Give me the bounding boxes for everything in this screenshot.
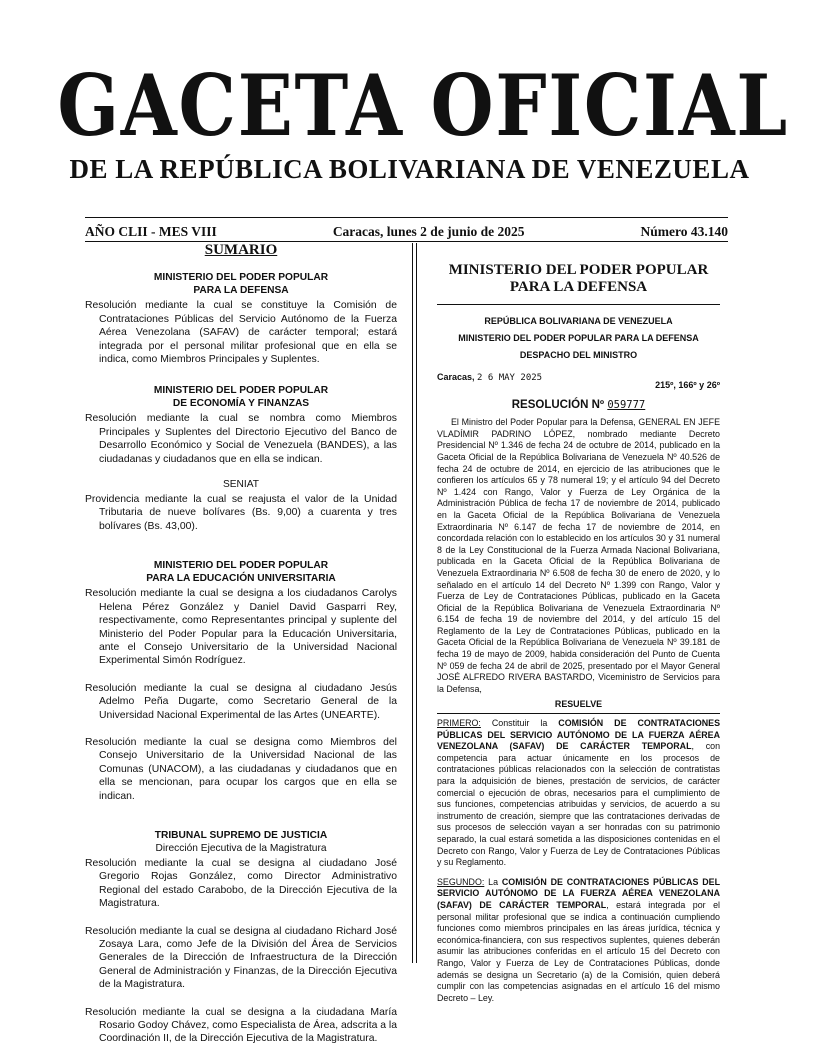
segundo-label: SEGUNDO:: [437, 876, 485, 887]
date-stamp: 2 6 MAY 2025: [477, 373, 543, 383]
summary-heading: SUMARIO: [204, 242, 278, 258]
resolution-number: 059777: [607, 398, 646, 411]
summary-entry: Resolución mediante la cual se designa al ciudadano Jesús Adelmo Peña Dugarte, como Secretario General de la Universidad Nacional Experimental de las Artes (UNEARTE).: [85, 682, 397, 721]
dateline: [437, 372, 720, 392]
header-divider: [85, 241, 728, 242]
section-subtitle: SENIAT: [222, 479, 260, 491]
article-segundo: [437, 877, 720, 1005]
segundo-bold: COMISIÓN DE CONTRATACIONES PÚBLICAS DEL SERVICIO AUTÓNOMO DE LA FUERZA AÉREA VENEZOLANA (SAFAV) DE CARÁCTER TEMPORAL: [437, 876, 720, 910]
primero-text: , con competencia para actuar únicamente en los procesos de contrataciones públicas relacionados con la selección de contratistas para la adquisición de bienes, prestación de servicios, de carácter comercial o ejecución de obras, necesarios para el cumplimiento de sus funciones, competencias atribuidas y servicios, de acuerdo a su instrumento de creación, siempre que las contrataciones derivadas de sus procesos de selección vayan a ser honradas con su patrimonio separado, la cual estará sometida a las disposiciones contenidas en el Decreto con Rango, Valor y Fuerza de Ley de Contrataciones Públicas y su Reglamento.: [437, 741, 721, 868]
summary-column: [85, 244, 397, 1046]
resolution-label: RESOLUCIÓN Nº: [511, 398, 605, 411]
section-title: MINISTERIO DEL PODER POPULAR: [153, 385, 329, 397]
office-line: DESPACHO DEL MINISTRO: [519, 350, 638, 360]
date-group: [437, 372, 542, 392]
section-title: TRIBUNAL SUPREMO DE JUSTICIA: [154, 829, 328, 841]
primero-bold: COMISIÓN DE CONTRATACIONES PÚBLICAS DEL SERVICIO AUTÓNOMO DE LA FUERZA AÉREA VENEZOLANA (SAFAV) DE CARÁCTER TEMPORAL: [437, 718, 720, 752]
primero-pre: Constituir la: [480, 718, 559, 729]
ministry-heading: MINISTERIO DEL PODER POPULAR: [448, 262, 709, 278]
section-title: DE ECONOMÍA Y FINANZAS: [172, 398, 310, 410]
ministry-line: MINISTERIO DEL PODER POPULAR PARA LA DEFENSA: [458, 333, 699, 343]
place-date: Caracas, lunes 2 de junio de 2025: [332, 224, 525, 239]
section-title: MINISTERIO DEL PODER POPULAR: [153, 272, 329, 284]
summary-entry: Resolución mediante la cual se nombra como Miembros Principales y Suplentes del Directorio Ejecutivo del Banco de Desarrollo Económico y Social de Venezuela (BANDES), a las ciudadanas y ciudadanos que en ella se indican.: [85, 413, 397, 465]
section-title: PARA LA DEFENSA: [193, 285, 289, 297]
segundo-pre: La: [484, 876, 502, 887]
section-title: PARA LA EDUCACIÓN UNIVERSITARIA: [146, 573, 336, 585]
resuelve-rule: [437, 713, 720, 714]
summary-entry: Resolución mediante la cual se designa al ciudadano José Gregorio Rojas González, como Director Administrativo Regional del estado Carabobo, de la Dirección Ejecutiva de la Magistratura.: [85, 857, 397, 910]
preamble: El Ministro del Poder Popular para la Defensa, GENERAL EN JEFE VLADÍMIR PADRINO LÓPEZ, nombrado mediante Decreto Presidencial Nº 1.346 de fecha 24 de octubre de 2014, publicado en la Gaceta Oficial de la República Bolivariana de Venezuela Nº 40.526 de fecha 24 de octubre de 2014, en ejercicio de las atribuciones que le confieren los artículos 65 y 78 numeral 19; y el artículo 94 del Decreto Nº 1.424 con Rango, Valor y Fuerza de Ley Orgánica de la Administración Pública de fecha 17 de noviembre de 2014, publicado en la Gaceta Oficial de la República Bolivariana de Venezuela Extraordinaria Nº 6.147 de fecha 17 de noviembre de 2014, en concordada relación con lo establecido en los artículos 30 y 31 numeral 8 de la Ley Constitucional de la Fuerza Armada Nacional Bolivariana, publicada en la Gaceta Oficial de la República Bolivariana de Venezuela Extraordinaria Nº 6.508 de fecha 30 de enero de 2020, y lo señalado en el artículo 14 del Decreto Nº 1.399 con Rango, Valor y Fuerza de Ley de Contrataciones Públicas, publicado en la Gaceta Oficial de la República Bolivariana de Venezuela Extraordinaria Nº 6.154 de fecha 19 de noviembre del 2014, y del artículo 15 del Reglamento de la Ley de Contrataciones Públicas, publicado en la Gaceta Oficial de la República Bolivariana de Venezuela Nº 39.181 de fecha 19 de mayo de 2009, habida consideración del Punto de Cuenta Nº 059 de fecha 24 de abril de 2025, presentado por el Mayor General JOSÉ ALFREDO RIVERA BASTARDO, Viceministro de Servicios para la Defensa,: [437, 417, 720, 694]
column-divider-inner: [416, 243, 417, 963]
summary-entry: Resolución mediante la cual se designa a los ciudadanos Carolys Helena Pérez González y Daniel David Gasparri Rey, respectivamente, como Representantes principal y suplente del Ministerio del Poder Popular para la Educación Universitaria, ante el Consejo Universitario de la Universidad Nacional Experimental Simón Rodríguez.: [85, 588, 397, 667]
summary-entry: Providencia mediante la cual se reajusta el valor de la Unidad Tributaria de nueve bolívares (Bs. 9,00) a cuarenta y tres bolívares (Bs. 43,00).: [85, 494, 397, 532]
segundo-text: , estará integrada por el personal militar profesional que se indica a continuación cumpliendo funciones como miembros principales en las áreas jurídica, técnica y económica-financiera, con sus respectivos suplentes, quienes deberán asumir las atribuciones conferidas en el artículo 15 del Decreto con Rango, Valor y Fuerza de Ley de Contrataciones Públicas, donde además se designa un Secretario (a) de la Comisión, quien deberá cumplir con las competencias asignadas en el artículo 16 del mismo Decreto – Ley.: [437, 899, 720, 1003]
resuelve-heading: RESUELVE: [554, 699, 603, 710]
summary-entry: Resolución mediante la cual se designa a la ciudadana María Rosario Godoy Chávez, como Especialista de Área, adscrita a la Coordinación II, de la Dirección Ejecutiva de la Magistratura.: [85, 1006, 398, 1045]
resolution-heading: [437, 400, 720, 412]
gazette-subtitle: DE LA REPÚBLICA BOLIVARIANA DE VENEZUELA: [69, 154, 750, 184]
article-primero: [437, 718, 720, 869]
primero-label: PRIMERO:: [437, 718, 481, 729]
years-line: 215º, 166º y 26º: [655, 380, 720, 390]
gazette-title: GACETA OFICIAL: [57, 56, 789, 155]
masthead: [0, 52, 819, 185]
ministry-rule: [437, 304, 720, 305]
column-divider: [412, 243, 413, 963]
date-prefix: Caracas,: [437, 372, 475, 382]
summary-entry: Resolución mediante la cual se designa al ciudadano Richard José Zosaya Lara, como Jefe de la División del Área de Servicios Generales de la Dirección de Infraestructura de la Dirección General de Administración y Finanzas, de la Dirección Ejecutiva de la Magistratura.: [85, 925, 397, 991]
section-title: MINISTERIO DEL PODER POPULAR: [153, 560, 329, 572]
article-column: [437, 262, 720, 1004]
issue-number: Número 43.140: [640, 224, 728, 239]
summary-entry: Resolución mediante la cual se constituye la Comisión de Contrataciones Públicas del Servicio Autónomo de la Fuerza Aérea Venezolana (SAFAV) de carácter temporal; estará integrada por el personal militar profesional que en ella se indica, como Miembros Principales y Suplentes.: [85, 300, 397, 366]
ministry-heading: PARA LA DEFENSA: [509, 279, 648, 295]
republic-line: REPÚBLICA BOLIVARIANA DE VENEZUELA: [484, 316, 673, 326]
year-month: AÑO CLII - MES VIII: [85, 224, 217, 239]
section-subtitle: Dirección Ejecutiva de la Magistratura: [155, 842, 327, 854]
summary-entry: Resolución mediante la cual se designa como Miembros del Consejo Universitario de la Universidad Nacional de las Comunas (UNACOM), a las ciudadanas y ciudadanos que en ella se mencionan, para ocupar los cargos que en ella se indican.: [85, 736, 397, 802]
